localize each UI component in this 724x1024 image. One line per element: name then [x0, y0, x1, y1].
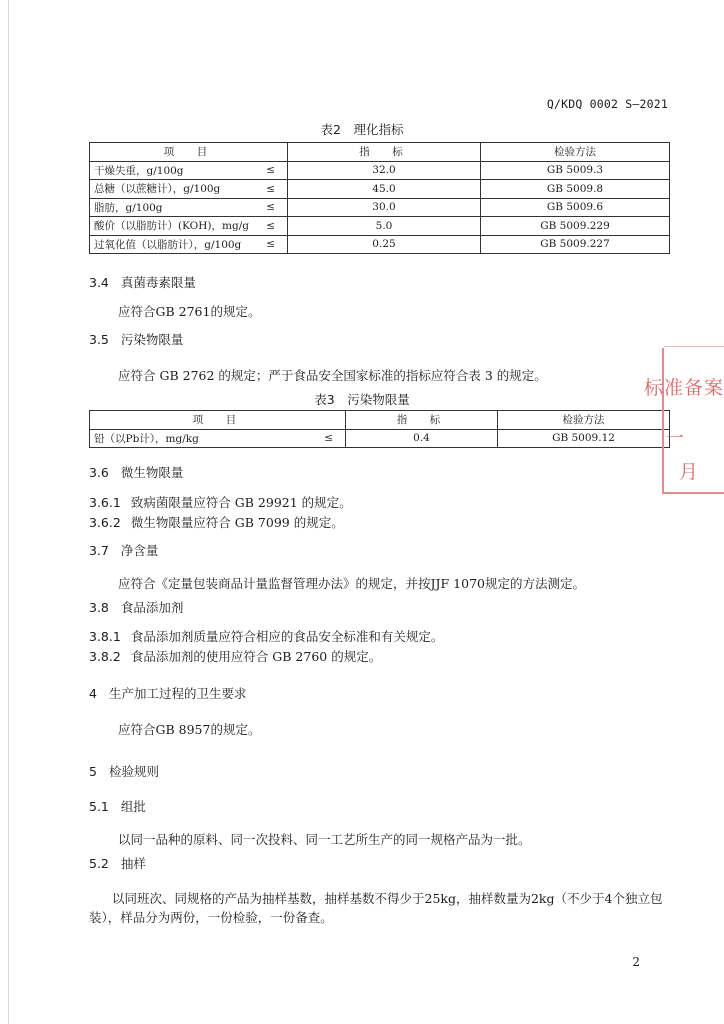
section-number: 4: [89, 686, 97, 701]
section-title: 组批: [120, 799, 146, 814]
table3: [89, 410, 670, 448]
table-row: [90, 429, 670, 448]
section-3-4-text: 应符合GB 2761的规定。: [118, 304, 261, 319]
table2-header-method: 检验方法: [481, 143, 670, 162]
item-label: 总糖（以蔗糖计），g/100g: [94, 183, 221, 196]
stamp-dash: 一: [666, 428, 684, 449]
table-cell-method: GB 5009.227: [481, 235, 670, 254]
table-row: [90, 161, 670, 180]
table-cell-value: 30.0: [288, 198, 481, 217]
section-5-1-heading: [89, 797, 146, 815]
section-number: 3.5: [89, 332, 109, 347]
table-row: [90, 235, 670, 254]
table-cell-item: [90, 429, 346, 448]
clause-3-8-2: [89, 647, 381, 665]
table-row: [90, 180, 670, 199]
section-number: 5.2: [89, 856, 109, 871]
clause-text: 食品添加剂质量应符合相应的食品安全标准和有关规定。: [130, 629, 444, 644]
table-cell-value: 0.4: [346, 429, 498, 448]
section-3-6-heading: [89, 463, 183, 481]
stamp-month: 月: [678, 461, 698, 483]
clause-3-6-1: [89, 493, 352, 511]
clause-number: 3.6.1: [89, 495, 121, 510]
table-cell-method: GB 5009.3: [481, 161, 670, 180]
le-sign: ≤: [324, 432, 333, 445]
section-3-5-text: 应符合 GB 2762 的规定；严于食品安全国家标准的指标应符合表 3 的规定。: [118, 368, 547, 383]
table-cell-value: 5.0: [288, 217, 481, 236]
table-cell-value: 45.0: [288, 180, 481, 199]
table-cell-item: [90, 217, 288, 236]
le-sign: ≤: [266, 164, 275, 177]
table-cell-item: [90, 161, 288, 180]
table-cell-method: GB 5009.229: [481, 217, 670, 236]
table2-header-row: [90, 143, 670, 162]
section-4-heading: [89, 684, 246, 702]
table3-header-row: [90, 411, 670, 430]
table-row: [90, 217, 670, 236]
section-title: 污染物限量: [120, 332, 184, 347]
table-cell-method: GB 5009.8: [481, 180, 670, 199]
section-3-4-heading: [89, 273, 196, 291]
clause-text: 食品添加剂的使用应符合 GB 2760 的规定。: [130, 649, 382, 664]
item-label: 酸价（以脂肪计）(KOH)，mg/g: [94, 220, 249, 233]
section-3-7-text: 应符合《定量包装商品计量监督管理办法》的规定，并按JJF 1070规定的方法测定。: [118, 576, 585, 591]
section-5-1-text: 以同一品种的原料、同一次投料、同一工艺所生产的同一规格产品为一批。: [118, 832, 531, 847]
item-label: 铅（以Pb计），mg/kg: [94, 432, 199, 445]
table-cell-value: 0.25: [288, 235, 481, 254]
table2-caption: 表2 理化指标: [320, 122, 404, 137]
clause-3-6-2: [89, 513, 344, 531]
section-title: 生产加工过程的卫生要求: [108, 686, 247, 701]
item-label: 过氧化值（以脂肪计），g/100g: [94, 238, 242, 251]
section-5-heading: [89, 762, 159, 780]
section-number: 3.8: [89, 600, 109, 615]
le-sign: ≤: [266, 219, 275, 232]
section-title: 微生物限量: [120, 465, 184, 480]
stamp-top-line: [664, 346, 724, 347]
table-cell-method: GB 5009.6: [481, 198, 670, 217]
stamp-text: 标准备案: [643, 377, 724, 399]
section-number: 3.7: [89, 543, 109, 558]
page-number: 2: [632, 955, 640, 969]
table3-header-item: 项 目: [90, 411, 346, 430]
section-3-7-heading: [89, 541, 158, 559]
table-cell-item: [90, 180, 288, 199]
document-number: Q/KDQ 0002 S—2021: [546, 97, 668, 111]
section-number: 3.6: [89, 465, 109, 480]
table-cell-item: [90, 235, 288, 254]
table2-header-index: 指 标: [288, 143, 481, 162]
table-cell-method: GB 5009.12: [498, 429, 670, 448]
item-label: 干燥失重，g/100g: [94, 164, 184, 177]
table3-caption: 表3 污染物限量: [314, 392, 410, 407]
table-cell-value: 32.0: [288, 161, 481, 180]
item-label: 脂肪，g/100g: [94, 201, 163, 214]
table3-header-index: 指 标: [346, 411, 498, 430]
page-left-edge: [8, 0, 9, 1024]
section-4-text: 应符合GB 8957的规定。: [118, 722, 261, 737]
clause-number: 3.8.2: [89, 649, 121, 664]
clause-text: 微生物限量应符合 GB 7099 的规定。: [130, 515, 344, 530]
section-number: 5: [89, 764, 97, 779]
table3-header-method: 检验方法: [498, 411, 670, 430]
section-3-8-heading: [89, 598, 183, 616]
section-title: 真菌毒素限量: [120, 275, 196, 290]
section-3-5-heading: [89, 330, 183, 348]
clause-text: 致病菌限量应符合 GB 29921 的规定。: [130, 495, 352, 510]
table2: [89, 142, 670, 254]
section-title: 抽样: [120, 856, 146, 871]
section-title: 检验规则: [108, 764, 159, 779]
table2-header-item: 项 目: [90, 143, 288, 162]
le-sign: ≤: [266, 238, 275, 251]
section-5-2-text-line1: 以同班次、同规格的产品为抽样基数，抽样基数不得少于25kg，抽样数量为2kg（不少于4个独立包: [112, 891, 663, 906]
le-sign: ≤: [266, 201, 275, 214]
clause-3-8-1: [89, 627, 443, 645]
section-number: 5.1: [89, 799, 109, 814]
clause-number: 3.6.2: [89, 515, 121, 530]
section-5-2-heading: [89, 854, 146, 872]
clause-number: 3.8.1: [89, 629, 121, 644]
table-row: [90, 198, 670, 217]
le-sign: ≤: [266, 182, 275, 195]
section-5-2-text-line2: 装），样品分为两份，一份检验，一份备查。: [89, 910, 333, 925]
table-cell-item: [90, 198, 288, 217]
section-title: 净含量: [120, 543, 159, 558]
section-title: 食品添加剂: [120, 600, 184, 615]
section-number: 3.4: [89, 275, 109, 290]
